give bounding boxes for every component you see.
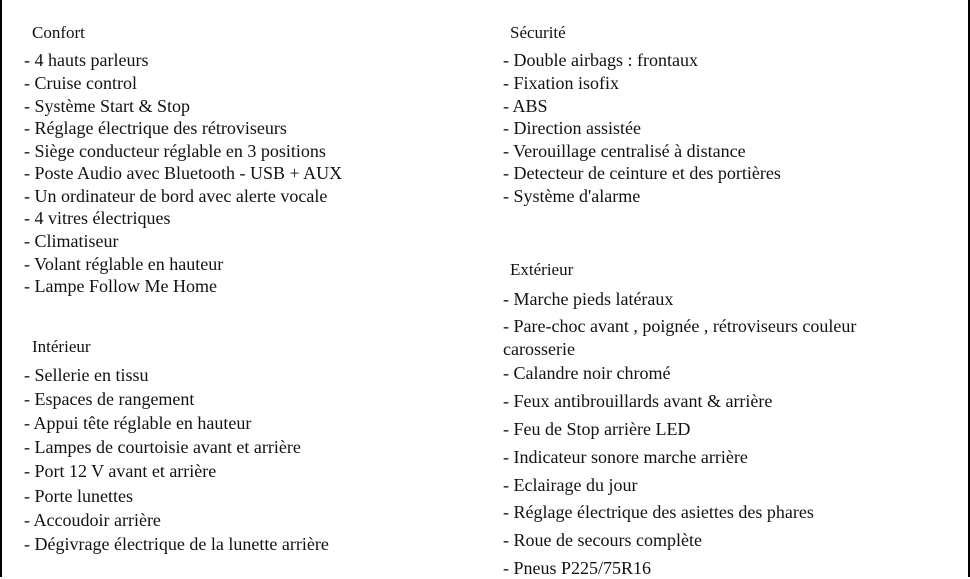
list-item: - Direction assistée xyxy=(503,118,641,138)
list-item: - Réglage électrique des asiettes des phares xyxy=(503,502,814,522)
list-item: - Port 12 V avant et arrière xyxy=(24,461,217,481)
list-item: - Feux antibrouillards avant & arrière xyxy=(503,391,773,411)
list-item: - 4 hauts parleurs xyxy=(24,50,149,70)
section-title-interieur: Intérieur xyxy=(32,337,91,356)
list-item: - Verouillage centralisé à distance xyxy=(503,141,746,161)
list-item: - Lampes de courtoisie avant et arrière xyxy=(24,437,301,457)
list-item: - Indicateur sonore marche arrière xyxy=(503,447,748,467)
list-item: - Volant réglable en hauteur xyxy=(24,254,224,274)
list-item: - Calandre noir chromé xyxy=(503,363,671,383)
list-item: - Système Start & Stop xyxy=(24,96,190,116)
list-item: - Double airbags : frontaux xyxy=(503,50,698,70)
list-item: - Un ordinateur de bord avec alerte vocale xyxy=(24,186,328,206)
section-title-exterieur: Extérieur xyxy=(510,260,574,279)
list-item: - Climatiseur xyxy=(24,231,119,251)
list-item: - Dégivrage électrique de la lunette arrière xyxy=(24,534,329,554)
section-title-securite: Sécurité xyxy=(510,23,566,42)
section-title-confort: Confort xyxy=(32,23,85,42)
list-item: - Marche pieds latéraux xyxy=(503,289,674,309)
list-item: - Fixation isofix xyxy=(503,73,619,93)
list-item: - Pare-choc avant , poignée , rétroviseurs couleur carosserie xyxy=(503,316,857,359)
list-item: - Eclairage du jour xyxy=(503,475,638,495)
list-item: - Detecteur de ceinture et des portières xyxy=(503,163,781,183)
list-item: - Sellerie en tissu xyxy=(24,365,149,385)
list-item: - Lampe Follow Me Home xyxy=(24,276,217,296)
list-item: - Réglage électrique des rétroviseurs xyxy=(24,118,287,138)
list-item: - Accoudoir arrière xyxy=(24,510,161,530)
list-item: - Espaces de rangement xyxy=(24,389,195,409)
list-item: - Siège conducteur réglable en 3 positions xyxy=(24,141,326,161)
list-item: - Poste Audio avec Bluetooth - USB + AUX xyxy=(24,163,343,183)
list-item: - Porte lunettes xyxy=(24,486,133,506)
list-item: - Roue de secours complète xyxy=(503,530,702,550)
list-item: - Feu de Stop arrière LED xyxy=(503,419,691,439)
list-item: - Pneus P225/75R16 xyxy=(503,558,652,578)
list-item: - ABS xyxy=(503,96,548,116)
list-item: - Système d'alarme xyxy=(503,186,641,206)
list-item: - 4 vitres électriques xyxy=(24,208,171,228)
list-item: - Cruise control xyxy=(24,73,137,93)
list-item: - Appui tête réglable en hauteur xyxy=(24,413,252,433)
